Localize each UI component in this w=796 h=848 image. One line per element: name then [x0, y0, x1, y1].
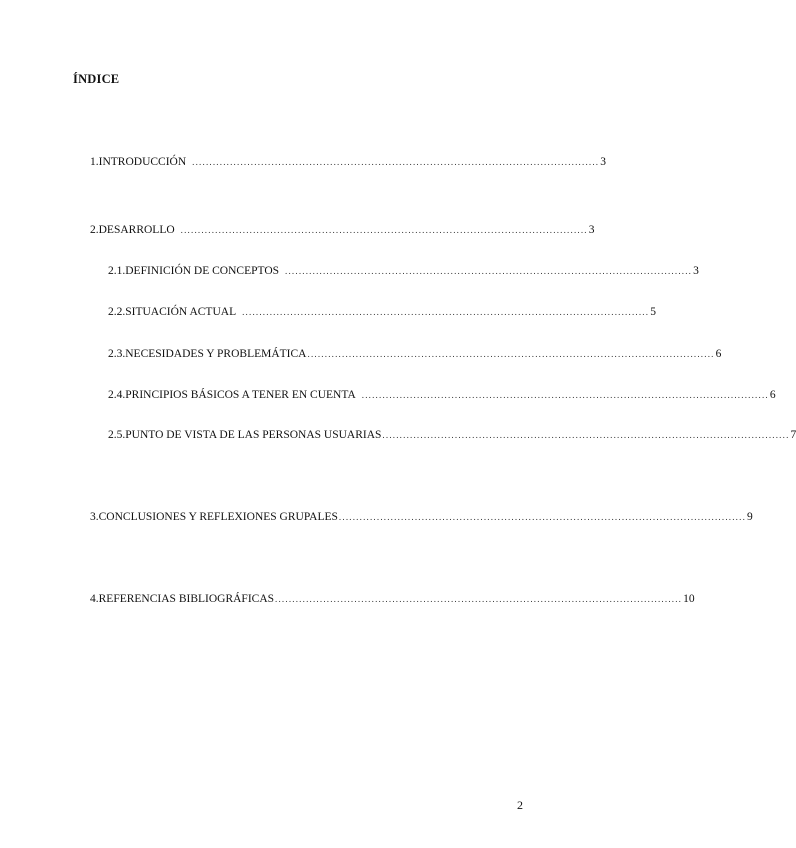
toc-entry-label: PRINCIPIOS BÁSICOS A TENER EN CUENTA	[125, 389, 356, 401]
toc-entry-page: 10	[683, 593, 695, 605]
page-number: 2	[517, 798, 523, 812]
toc-entry-number: 2.	[90, 224, 99, 236]
toc-dot-leader: ......................................................................................................................	[275, 594, 683, 604]
toc-entry-number: 2.2.	[108, 306, 126, 318]
toc-dot-leader: ......................................................................................................................	[192, 157, 600, 167]
toc-entry-introduccion[interactable]	[90, 154, 607, 170]
toc-entry-label: DESARROLLO	[98, 224, 175, 236]
toc-entry-page: 5	[650, 306, 656, 318]
toc-entry-conclusiones[interactable]	[90, 509, 753, 525]
toc-entry-necesidades[interactable]	[108, 346, 722, 362]
toc-dot-leader: ......................................................................................................................	[285, 266, 693, 276]
toc-entry-number: 4.	[90, 593, 99, 605]
toc-entry-situacion-actual[interactable]	[108, 304, 656, 320]
toc-entry-number: 2.1.	[108, 265, 126, 277]
toc-entry-referencias[interactable]	[90, 591, 695, 607]
toc-entry-number: 3.	[90, 511, 99, 523]
toc-entry-label: PUNTO DE VISTA DE LAS PERSONAS USUARIAS	[125, 429, 382, 441]
toc-entry-definicion-conceptos[interactable]	[108, 263, 699, 279]
toc-entry-label: REFERENCIAS BIBLIOGRÁFICAS	[98, 593, 275, 605]
toc-title: ÍNDICE	[73, 72, 120, 86]
toc-entry-number: 1.	[90, 156, 99, 168]
toc-dot-leader: ......................................................................................................................	[180, 225, 588, 235]
toc-entry-page: 3	[588, 224, 595, 236]
toc-entry-desarrollo[interactable]	[90, 222, 595, 238]
toc-entry-label: SITUACIÓN ACTUAL	[125, 306, 237, 318]
toc-dot-leader: ......................................................................................................................	[338, 512, 747, 522]
toc-dot-leader: ......................................................................................................................	[307, 349, 715, 359]
toc-entry-label: CONCLUSIONES Y REFLEXIONES GRUPALES	[98, 511, 338, 523]
toc-entry-page: 3	[600, 156, 607, 168]
toc-entry-page: 6	[715, 348, 722, 360]
toc-entry-number: 2.3.	[108, 348, 126, 360]
toc-entry-page: 7	[790, 429, 796, 441]
toc-entry-label: DEFINICIÓN DE CONCEPTOS	[125, 265, 280, 277]
toc-dot-leader: ......................................................................................................................	[242, 307, 650, 317]
toc-entry-page: 3	[693, 265, 699, 277]
toc-entry-punto-de-vista[interactable]	[108, 427, 796, 443]
toc-entry-number: 2.4.	[108, 389, 126, 401]
toc-dot-leader: ......................................................................................................................	[382, 430, 790, 440]
toc-dot-leader: ......................................................................................................................	[361, 390, 769, 400]
toc-entry-page: 6	[769, 389, 776, 401]
toc-entry-label: INTRODUCCIÓN	[98, 156, 187, 168]
toc-entry-page: 9	[747, 511, 753, 523]
toc-entry-number: 2.5.	[108, 429, 126, 441]
toc-entry-principios-basicos[interactable]	[108, 387, 776, 403]
toc-entry-label: NECESIDADES Y PROBLEMÁTICA	[125, 348, 307, 360]
